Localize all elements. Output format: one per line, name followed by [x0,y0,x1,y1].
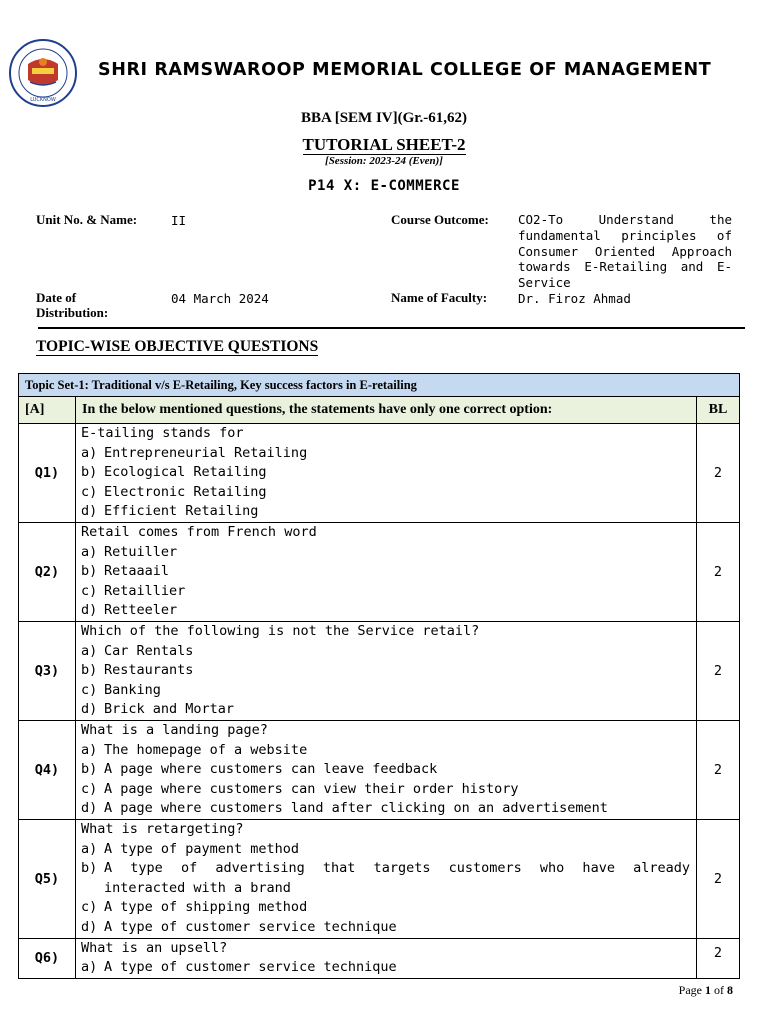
option-text: A type of customer service technique [104,959,397,976]
outcome-label: Course Outcome: [391,212,489,227]
question-cell [76,721,697,820]
faculty-label: Name of Faculty: [391,290,488,305]
option-d [81,799,690,819]
option-a [81,741,690,761]
option-tag: a) [81,741,98,758]
option-tag: c) [81,582,98,599]
option-d [81,502,690,522]
option-text: A type of shipping method [104,899,308,916]
option-text-block [104,859,690,898]
question-text: Retail comes from French word [81,524,317,540]
section-header-row [19,397,740,424]
question-text: What is a landing page? [81,722,268,738]
question-text: What is retargeting? [81,821,244,837]
option-tag: b) [81,563,98,580]
option-b [81,562,690,582]
page-total: 8 [727,983,733,997]
option-tag: d) [81,602,98,619]
option-text: Retteeler [104,602,178,619]
topic-set-text: Traditional v/s E-Retailing, Key success factors in E-retailing [88,377,417,392]
questions-table [18,373,740,979]
course-code: P14 X: E-COMMERCE [308,178,460,194]
option-text: Brick and Mortar [104,701,235,718]
option-text: Ecological Retailing [104,464,267,481]
option-c [81,582,690,602]
option-text: A type of payment method [104,840,300,857]
bl-header: BL [697,397,740,424]
question-number: Q6) [19,938,76,978]
option-a [81,958,690,978]
option-c [81,898,690,918]
option-c [81,681,690,701]
question-row-q5 [19,820,740,939]
option-tag: b) [81,464,98,481]
question-text: E-tailing stands for [81,425,244,441]
bloom-level: 2 [697,938,740,978]
topic-heading [36,338,318,356]
option-tag: c) [81,899,98,916]
option-text: A type of advertising that targets customers who have already [104,860,690,877]
option-text: The homepage of a website [104,741,308,758]
faculty-value: Dr. Firoz Ahmad [518,291,631,306]
bloom-level: 2 [697,622,740,721]
option-tag: a) [81,959,98,976]
option-d [81,601,690,621]
topic-set-row [19,374,740,397]
question-number: Q5) [19,820,76,939]
option-c [81,780,690,800]
option-c [81,483,690,503]
unit-label: Unit No. & Name: [36,212,138,227]
question-text: Which of the following is not the Service retail? [81,623,480,639]
question-row-q2 [19,523,740,622]
college-name: SHRI RAMSWAROOP MEMORIAL COLLEGE OF MANAGEMENT [98,60,712,80]
question-number: Q3) [19,622,76,721]
option-tag: a) [81,444,98,461]
session-label: [Session: 2023-24 (Even)] [325,155,443,167]
question-number: Q2) [19,523,76,622]
option-tag: a) [81,642,98,659]
option-b [81,463,690,483]
option-text: Retaaail [104,563,170,580]
option-tag: d) [81,701,98,718]
option-text-continued: interacted with a brand [104,879,291,896]
option-tag: b) [81,761,98,778]
of-word: of [711,983,727,997]
option-text: Retuiller [104,543,178,560]
sheet-title-text: TUTORIAL SHEET-2 [302,135,466,154]
option-text: A page where customers can leave feedback [104,761,438,778]
question-row-q3 [19,622,740,721]
question-cell [76,938,697,978]
option-text: A page where customers land after clicking on an advertisement [104,800,608,817]
option-text: Retaillier [104,582,186,599]
question-row-q1 [19,424,740,523]
question-cell [76,523,697,622]
option-text: Efficient Retailing [104,503,259,520]
option-b [81,661,690,681]
sheet-title [0,135,768,155]
date-value: 04 March 2024 [171,291,269,306]
date-label-line1: Date of [36,290,77,305]
option-text: Electronic Retailing [104,483,267,500]
program-title: BBA [SEM IV](Gr.-61,62) [300,110,468,126]
option-text: A type of customer service technique [104,918,397,935]
page-number [679,983,733,998]
option-a [81,642,690,662]
unit-value: II [171,213,187,228]
question-cell [76,820,697,939]
bloom-level: 2 [697,820,740,939]
section-instruction: In the below mentioned questions, the statements have only one correct option: [76,397,697,424]
option-text: Entrepreneurial Retailing [104,444,308,461]
topic-set-cell [19,374,740,397]
page-current: 1 [705,983,711,997]
option-tag: d) [81,503,98,520]
option-text: Restaurants [104,662,194,679]
outcome-value: CO2-To Understand the fundamental principles of Consumer Oriented Approach towards E-Retailing and E-Service [518,212,732,291]
section-tag: [A] [19,397,76,424]
bloom-level: 2 [697,523,740,622]
college-crest-logo [8,38,78,108]
option-tag: a) [81,543,98,560]
option-tag: b) [81,860,98,877]
option-tag: d) [81,800,98,817]
question-cell [76,622,697,721]
topic-set-label: Topic Set-1: [25,377,89,392]
option-tag: c) [81,483,98,500]
option-b [81,760,690,780]
option-d [81,700,690,720]
option-d [81,918,690,938]
page-word: Page [678,983,705,997]
option-tag: c) [81,780,98,797]
option-a [81,543,690,563]
bloom-level: 2 [697,424,740,523]
section-divider [38,327,745,329]
option-text: Banking [104,681,161,698]
question-row-q4 [19,721,740,820]
option-a [81,840,690,860]
logo-bottom-text: LUCKNOW [30,97,56,103]
option-b [81,859,690,898]
date-label-line2: Distribution: [36,305,109,320]
question-text: What is an upsell? [81,939,228,956]
question-number: Q1) [19,424,76,523]
question-cell [76,424,697,523]
option-tag: a) [81,840,98,857]
option-text: Car Rentals [104,642,194,659]
question-number: Q4) [19,721,76,820]
bloom-level: 2 [697,721,740,820]
option-text: A page where customers can view their order history [104,780,519,797]
option-tag: c) [81,681,98,698]
option-a [81,444,690,464]
option-tag: d) [81,918,98,935]
option-tag: b) [81,662,98,679]
question-row-q6 [19,938,740,978]
topic-heading-text: TOPIC-WISE OBJECTIVE QUESTIONS [36,338,319,355]
